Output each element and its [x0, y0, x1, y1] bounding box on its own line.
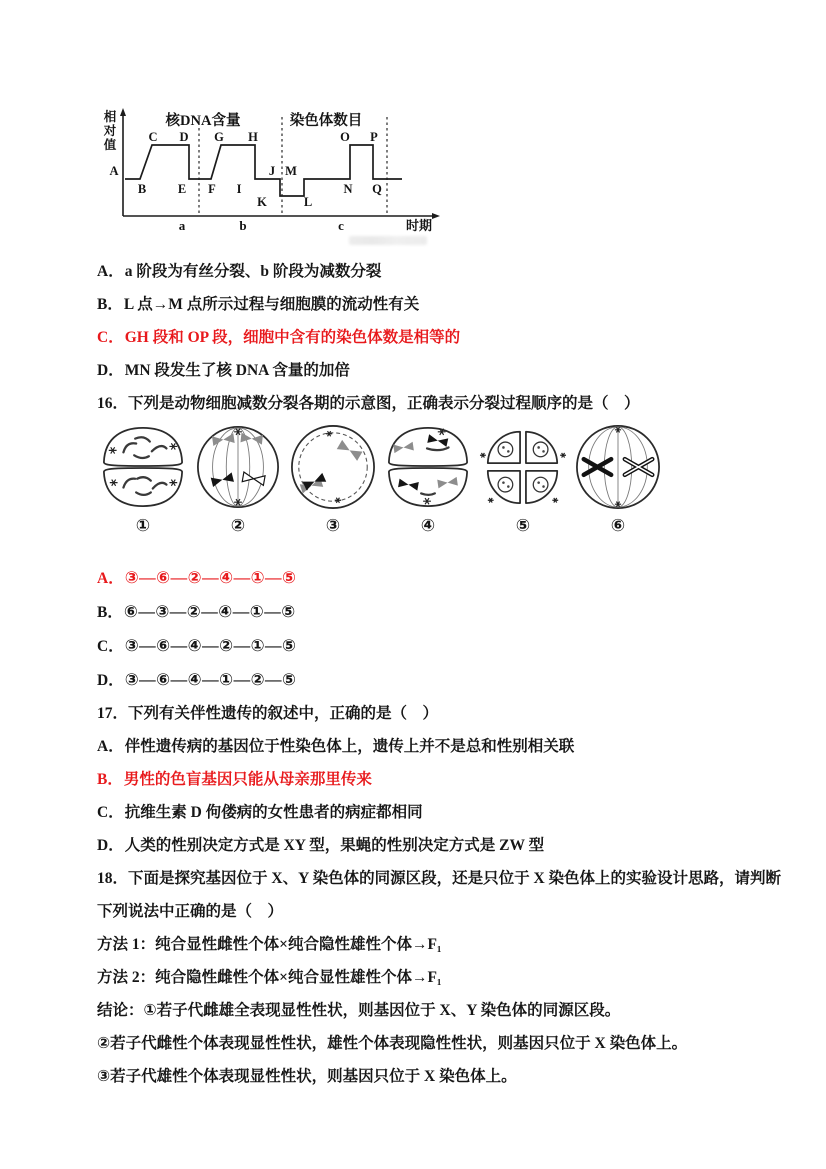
- point-H: H: [248, 130, 258, 144]
- x-axis-arrow-icon: [432, 213, 440, 219]
- option-text: MN 段发生了核 DNA 含量的加倍: [124, 362, 350, 379]
- centrosome-icon: [423, 498, 431, 504]
- q17-option-a: [97, 730, 746, 763]
- q15-option-c: [97, 321, 746, 354]
- point-A: A: [109, 164, 119, 178]
- q18-conclusion-3: ③若子代雄性个体表现显性性状，则基因只位于 X 染色体上。: [97, 1068, 517, 1085]
- dna-chromosome-chart: [103, 103, 449, 239]
- point-G: G: [214, 130, 224, 144]
- q16-option-c: [97, 629, 746, 663]
- option-sequence: ③—⑥—②—④—①—⑤: [124, 568, 297, 587]
- q18-conclusion-1: 结论：①若子代雌雄全表现显性性状，则基因位于 X、Y 染色体的同源区段。: [97, 1002, 621, 1019]
- option-letter: A．: [97, 570, 124, 587]
- segment-c-label: c: [338, 218, 344, 233]
- option-letter: B．: [97, 771, 123, 788]
- meiosis-cell-4: [382, 423, 474, 536]
- chromosome: [398, 479, 419, 491]
- chromosome: [303, 473, 327, 491]
- chromosome: [437, 477, 458, 488]
- point-F: F: [208, 182, 216, 196]
- centrosome-icon: [169, 443, 177, 449]
- x-axis-label: 时期: [405, 218, 433, 233]
- q17-option-d: [97, 829, 746, 862]
- meiosis-cell-6: [572, 423, 664, 536]
- relative-value-curve: [125, 145, 402, 196]
- segment-b-label: b: [239, 218, 247, 233]
- point-C: C: [148, 130, 158, 144]
- q18-method-1: 方法 1：纯合显性雌性个体×纯合隐性雄性个体→F₁: [97, 936, 442, 953]
- point-J: J: [268, 164, 276, 178]
- cell-number-label: ③: [325, 516, 341, 535]
- point-B: B: [137, 182, 147, 196]
- centrosome-icon: [110, 480, 118, 486]
- meiosis-cell-5-figure: [477, 423, 569, 511]
- chromosome: [242, 472, 265, 485]
- chromosome: [211, 472, 234, 487]
- point-E: E: [177, 182, 187, 196]
- cell-number-label: ①: [135, 516, 151, 535]
- option-sequence: ③—⑥—④—①—②—⑤: [124, 670, 297, 689]
- option-text: L 点→M 点所示过程与细胞膜的流动性有关: [123, 296, 420, 313]
- option-letter: C．: [97, 804, 124, 821]
- centrosome-icon: [169, 480, 177, 486]
- q15-option-b: [97, 288, 746, 321]
- point-O: O: [340, 130, 350, 144]
- q16-option-d: [97, 663, 746, 697]
- option-letter: B．: [97, 604, 123, 621]
- q16-stem: 16．下列是动物细胞减数分裂各期的示意图，正确表示分裂过程顺序的是（ ）: [97, 395, 640, 412]
- chromosome: [337, 440, 363, 461]
- option-letter: D．: [97, 672, 124, 689]
- point-D: D: [179, 130, 189, 144]
- segment-a-label: a: [178, 218, 186, 233]
- option-letter: C．: [97, 329, 124, 346]
- y-axis-arrow-icon: [120, 108, 126, 116]
- option-letter: A．: [97, 263, 124, 280]
- q18-conclusion-2: ②若子代雌性个体表现显性性状，雄性个体表现隐性性状，则基因只位于 X 染色体上。: [97, 1035, 688, 1052]
- meiosis-cell-2-figure: [192, 423, 284, 511]
- option-letter: B．: [97, 296, 123, 313]
- centrosome-icon: [109, 447, 117, 453]
- point-L: L: [303, 195, 313, 209]
- option-text: GH 段和 OP 段，细胞中含有的染色体数是相等的: [124, 329, 461, 346]
- q18-stem-line1: 18．下面是探究基因位于 X、Y 染色体的同源区段，还是只位于 X 染色体上的实验设计思路，请判断: [97, 870, 782, 887]
- point-N: N: [343, 182, 353, 196]
- meiosis-cell-1: [97, 423, 189, 536]
- q17-option-c: [97, 796, 746, 829]
- option-text: 伴性遗传病的基因位于性染色体上，遗传上并不是总和性别相关联: [124, 738, 575, 755]
- option-text: 男性的色盲基因只能从母亲那里传来: [123, 771, 372, 788]
- option-letter: D．: [97, 837, 124, 854]
- option-letter: A．: [97, 738, 124, 755]
- point-P: P: [370, 130, 378, 144]
- chromosome: [393, 442, 414, 453]
- q17-option-b: [97, 763, 746, 796]
- centrosome-icon: [335, 498, 341, 503]
- centrosome-icon: [488, 498, 494, 503]
- meiosis-cell-2: [192, 423, 284, 536]
- centrosome-icon: [552, 498, 558, 503]
- centrosome-icon: [480, 453, 486, 458]
- chromosome: [427, 434, 448, 447]
- cell-number-label: ⑤: [515, 516, 531, 535]
- q15-option-a: [97, 255, 746, 288]
- q16-option-a: [97, 561, 746, 595]
- centrosome-icon: [560, 453, 566, 458]
- y-axis-label-char2: 对: [103, 124, 117, 138]
- meiosis-cell-1-figure: [97, 423, 189, 511]
- point-I: I: [236, 182, 242, 196]
- cell-number-label: ②: [230, 516, 246, 535]
- y-axis-label-char3: 值: [103, 138, 117, 152]
- meiosis-cell-6-figure: [572, 423, 664, 511]
- option-sequence: ③—⑥—④—②—①—⑤: [124, 636, 297, 655]
- dna-chromosome-figure: [103, 103, 449, 239]
- centrosome-icon: [326, 431, 332, 436]
- meiosis-cell-3: [287, 423, 379, 536]
- point-Q: Q: [372, 182, 382, 196]
- q18-stem-line2: 下列说法中正确的是（ ）: [97, 903, 284, 920]
- q18-method-2: 方法 2：纯合隐性雌性个体×纯合显性雄性个体→F₁: [97, 969, 442, 986]
- option-text: 人类的性别决定方式是 XY 型，果蝇的性别决定方式是 ZW 型: [124, 837, 545, 854]
- option-letter: D．: [97, 362, 124, 379]
- cell-number-label: ④: [420, 516, 436, 535]
- option-text: 抗维生素 D 佝偻病的女性患者的病症都相同: [124, 804, 423, 821]
- cell-number-label: ⑥: [610, 516, 626, 535]
- left-section-title: 核DNA含量: [165, 113, 241, 129]
- point-K: K: [257, 195, 267, 209]
- y-axis-label-char1: 相: [103, 110, 117, 124]
- option-text: a 阶段为有丝分裂、b 阶段为减数分裂: [124, 263, 382, 280]
- q15-option-d: [97, 354, 746, 387]
- meiosis-cells-row: [97, 423, 746, 536]
- point-M: M: [285, 164, 297, 178]
- meiosis-cell-5: [477, 423, 569, 536]
- option-sequence: ⑥—③—②—④—①—⑤: [123, 602, 296, 621]
- option-letter: C．: [97, 638, 124, 655]
- q17-stem: 17．下列有关伴性遗传的叙述中，正确的是（ ）: [97, 705, 439, 722]
- meiosis-cell-3-figure: [287, 423, 379, 511]
- meiosis-cell-4-figure: [382, 423, 474, 511]
- q16-option-b: [97, 595, 746, 629]
- faint-watermark: [349, 236, 427, 245]
- right-section-title: 染色体数目: [289, 113, 363, 129]
